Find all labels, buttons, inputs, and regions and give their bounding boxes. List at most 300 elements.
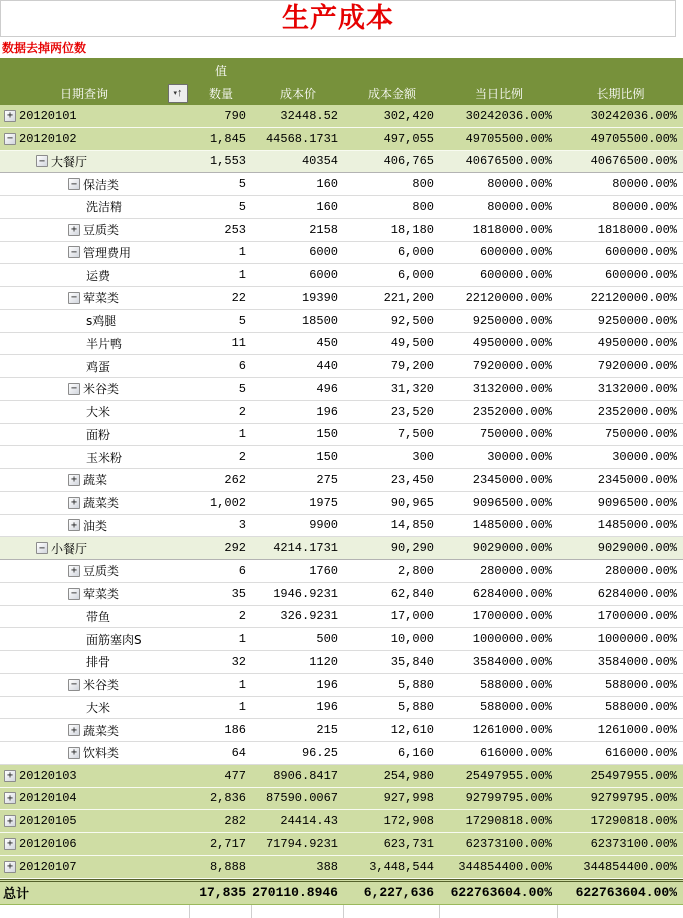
pivot-row xyxy=(0,310,683,333)
cell-longterm-ratio: 616000.00% xyxy=(604,745,677,760)
cell-longterm-ratio: 9250000.00% xyxy=(597,313,677,328)
cell-cost-price: 160 xyxy=(316,177,338,192)
cell-cost-price: 2158 xyxy=(309,222,338,237)
cell-quantity: 1,553 xyxy=(209,154,246,169)
gridline-stub xyxy=(189,905,190,918)
cell-daily-ratio: 2345000.00% xyxy=(472,472,552,487)
pivot-row xyxy=(0,151,683,174)
cell-cost-price: 1760 xyxy=(309,563,338,578)
cell-quantity: 1 xyxy=(238,427,246,442)
row-label: 面筋塞肉S xyxy=(86,632,142,647)
cell-cost-amount: 623,731 xyxy=(383,836,434,851)
row-label: 带鱼 xyxy=(86,609,111,624)
cell-cost-price: 150 xyxy=(316,450,338,465)
pivot-row xyxy=(0,355,683,378)
cell-daily-ratio: 588000.00% xyxy=(479,677,552,692)
cell-cost-price: 6000 xyxy=(309,245,338,260)
row-label: 豆质类 xyxy=(83,564,120,579)
cell-cost-amount: 62,840 xyxy=(390,586,434,601)
pivot-row xyxy=(0,537,683,560)
cell-cost-amount: 92,500 xyxy=(390,313,434,328)
cell-longterm-ratio: 9096500.00% xyxy=(597,495,677,510)
cell-cost-amount: 800 xyxy=(412,199,434,214)
cell-daily-ratio: 2352000.00% xyxy=(472,404,552,419)
pivot-row xyxy=(0,674,683,697)
cell-quantity: 1,845 xyxy=(209,131,246,146)
row-label: 20120106 xyxy=(19,836,77,851)
cell-daily-ratio: 3584000.00% xyxy=(472,654,552,669)
pivot-row xyxy=(0,606,683,629)
cell-cost-amount: 6,160 xyxy=(397,745,434,760)
row-labels-header xyxy=(0,85,190,102)
cell-daily-ratio: 30000.00% xyxy=(487,450,552,465)
gridline-stub xyxy=(343,905,344,918)
cell-quantity: 1 xyxy=(238,700,246,715)
collapse-icon[interactable]: − xyxy=(68,178,80,190)
expand-icon[interactable]: + xyxy=(4,815,16,827)
cell-cost-amount: 927,998 xyxy=(383,791,434,806)
pivot-row xyxy=(0,128,683,151)
cell-daily-ratio: 49705500.00% xyxy=(465,131,552,146)
expand-icon[interactable]: + xyxy=(68,224,80,236)
cell-cost-price: 450 xyxy=(316,336,338,351)
cell-daily-ratio: 1818000.00% xyxy=(472,222,552,237)
cell-longterm-ratio: 1261000.00% xyxy=(597,723,677,738)
cell-daily-ratio: 344854400.00% xyxy=(458,859,552,874)
cell-longterm-ratio: 92799795.00% xyxy=(590,791,677,806)
pivot-row xyxy=(0,219,683,242)
row-label-cell xyxy=(0,244,190,261)
row-label-cell xyxy=(0,403,190,420)
pivot-row xyxy=(0,469,683,492)
cell-cost-price: 388 xyxy=(316,859,338,874)
row-label: 豆质类 xyxy=(83,223,120,238)
cell-cost-amount: 17,000 xyxy=(390,609,434,624)
cell-cost-price: 19390 xyxy=(301,290,338,305)
row-label: 大米 xyxy=(86,405,111,420)
collapse-icon[interactable]: − xyxy=(36,542,48,554)
cell-quantity: 2 xyxy=(238,450,246,465)
pivot-row xyxy=(0,196,683,219)
pivot-row xyxy=(0,242,683,265)
cell-cost-amount: 800 xyxy=(412,177,434,192)
pivot-row xyxy=(0,651,683,674)
cell-daily-ratio: 600000.00% xyxy=(479,268,552,283)
pivot-row xyxy=(0,492,683,515)
row-label: 玉米粉 xyxy=(86,450,123,465)
cell-longterm-ratio: 80000.00% xyxy=(612,199,677,214)
cell-quantity: 64 xyxy=(231,745,246,760)
sheet-gridline-strip xyxy=(0,905,683,918)
note-text: 数据去掉两位数 xyxy=(2,41,87,55)
collapse-icon[interactable]: − xyxy=(68,246,80,258)
row-label: 米谷类 xyxy=(83,678,120,693)
pivot-row xyxy=(0,401,683,424)
pivot-row xyxy=(0,105,683,128)
cell-longterm-ratio: 30242036.00% xyxy=(590,108,677,123)
expand-icon[interactable]: + xyxy=(4,838,16,850)
row-label: 洗洁精 xyxy=(86,200,123,215)
cell-cost-amount: 497,055 xyxy=(383,131,434,146)
report-title-cell xyxy=(0,0,676,37)
cell-longterm-ratio: 3132000.00% xyxy=(597,381,677,396)
cell-cost-price: 500 xyxy=(316,632,338,647)
row-label-cell xyxy=(0,221,190,238)
cell-longterm-ratio: 2352000.00% xyxy=(597,404,677,419)
cell-cost-amount: 79,200 xyxy=(390,359,434,374)
pivot-row xyxy=(0,810,683,833)
cell-longterm-ratio: 25497955.00% xyxy=(590,768,677,783)
column-header-cost-amount: 成本金额 xyxy=(367,86,416,101)
row-label: 油类 xyxy=(83,518,108,533)
cell-quantity: 22 xyxy=(231,290,246,305)
cell-quantity: 5 xyxy=(238,177,246,192)
cell-cost-amount: 5,880 xyxy=(397,700,434,715)
cell-cost-amount: 10,000 xyxy=(390,632,434,647)
cell-cost-amount: 90,965 xyxy=(390,495,434,510)
cell-longterm-ratio: 2345000.00% xyxy=(597,472,677,487)
cell-daily-ratio: 9250000.00% xyxy=(472,313,552,328)
row-label: 荤菜类 xyxy=(83,291,120,306)
cell-daily-ratio: 6284000.00% xyxy=(472,586,552,601)
cell-longterm-ratio: 80000.00% xyxy=(612,177,677,192)
row-label-cell xyxy=(0,585,190,602)
row-label: 20120105 xyxy=(19,814,77,829)
pivot-row xyxy=(0,560,683,583)
cell-cost-amount: 406,765 xyxy=(383,154,434,169)
row-label: 蔬菜类 xyxy=(83,496,120,511)
column-header-quantity: 数量 xyxy=(208,86,233,101)
cell-cost-price: 18500 xyxy=(301,313,338,328)
cell-quantity: 477 xyxy=(224,768,246,783)
cell-cost-price: 196 xyxy=(316,700,338,715)
cell-longterm-ratio: 30000.00% xyxy=(612,450,677,465)
cell-daily-ratio: 80000.00% xyxy=(487,177,552,192)
row-label-cell xyxy=(0,335,190,352)
cell-daily-ratio: 30242036.00% xyxy=(465,108,552,123)
cell-cost-amount: 254,980 xyxy=(383,768,434,783)
cell-cost-price: 196 xyxy=(316,677,338,692)
cell-cost-amount: 300 xyxy=(412,450,434,465)
expand-icon[interactable]: + xyxy=(68,474,80,486)
pivot-row xyxy=(0,742,683,765)
pivot-row xyxy=(0,788,683,811)
cell-daily-ratio: 622763604.00% xyxy=(450,885,552,900)
cell-cost-price: 215 xyxy=(316,723,338,738)
cell-cost-price: 440 xyxy=(316,359,338,374)
row-label-cell xyxy=(0,494,190,511)
pivot-row xyxy=(0,628,683,651)
row-label: 荤菜类 xyxy=(83,587,120,602)
column-header-daily-ratio: 当日比例 xyxy=(474,86,523,101)
row-label-cell xyxy=(0,449,190,466)
cell-longterm-ratio: 622763604.00% xyxy=(575,885,677,900)
cell-cost-price: 24414.43 xyxy=(280,814,338,829)
pivot-row xyxy=(0,697,683,720)
cell-quantity: 2,836 xyxy=(209,791,246,806)
cell-cost-price: 270110.8946 xyxy=(252,885,338,900)
row-label-cell xyxy=(0,883,190,902)
collapse-icon[interactable]: − xyxy=(4,133,16,145)
row-label: 半片鸭 xyxy=(86,336,123,351)
cell-quantity: 32 xyxy=(231,654,246,669)
cell-quantity: 262 xyxy=(224,472,246,487)
cell-longterm-ratio: 3584000.00% xyxy=(597,654,677,669)
cell-daily-ratio: 1000000.00% xyxy=(472,632,552,647)
cell-cost-price: 87590.0067 xyxy=(265,791,338,806)
cell-quantity: 2 xyxy=(238,609,246,624)
cell-cost-price: 196 xyxy=(316,404,338,419)
cell-quantity: 186 xyxy=(224,723,246,738)
gridline-stub xyxy=(439,905,440,918)
row-label: 排骨 xyxy=(86,655,111,670)
cell-longterm-ratio: 1000000.00% xyxy=(597,632,677,647)
cell-longterm-ratio: 1818000.00% xyxy=(597,222,677,237)
cell-quantity: 5 xyxy=(238,199,246,214)
cell-cost-amount: 18,180 xyxy=(390,222,434,237)
collapse-icon[interactable]: − xyxy=(68,679,80,691)
cell-cost-price: 96.25 xyxy=(301,745,338,760)
row-label: 20120103 xyxy=(19,768,77,783)
collapse-icon[interactable]: − xyxy=(36,155,48,167)
row-label: 保洁类 xyxy=(83,177,120,192)
cell-quantity: 11 xyxy=(231,336,246,351)
cell-longterm-ratio: 6284000.00% xyxy=(597,586,677,601)
cell-longterm-ratio: 280000.00% xyxy=(604,563,677,578)
row-label-cell xyxy=(0,132,190,146)
cell-daily-ratio: 4950000.00% xyxy=(472,336,552,351)
cell-quantity: 17,835 xyxy=(199,885,246,900)
cell-cost-amount: 6,227,636 xyxy=(363,885,434,900)
pivot-row xyxy=(0,446,683,469)
expand-icon[interactable]: + xyxy=(68,565,80,577)
row-label: 面粉 xyxy=(86,427,111,442)
pivot-row xyxy=(0,264,683,287)
cell-longterm-ratio: 600000.00% xyxy=(604,245,677,260)
pivot-row xyxy=(0,378,683,401)
cell-cost-amount: 302,420 xyxy=(383,108,434,123)
row-label-cell xyxy=(0,176,190,193)
expand-icon[interactable]: + xyxy=(4,770,16,782)
cell-daily-ratio: 9096500.00% xyxy=(472,495,552,510)
cell-cost-amount: 35,840 xyxy=(390,654,434,669)
row-label-cell xyxy=(0,791,190,805)
cell-quantity: 790 xyxy=(224,108,246,123)
cell-longterm-ratio: 7920000.00% xyxy=(597,359,677,374)
column-header-longterm-ratio: 长期比例 xyxy=(596,86,645,101)
cell-daily-ratio: 92799795.00% xyxy=(465,791,552,806)
expand-icon[interactable]: + xyxy=(68,747,80,759)
row-label: 运费 xyxy=(86,268,111,283)
cell-quantity: 6 xyxy=(238,359,246,374)
cell-cost-price: 1946.9231 xyxy=(273,586,338,601)
row-label-cell xyxy=(0,540,190,557)
pivot-row xyxy=(0,287,683,310)
row-label: 20120101 xyxy=(19,108,77,123)
cell-quantity: 35 xyxy=(231,586,246,601)
expand-icon[interactable]: + xyxy=(4,861,16,873)
cell-longterm-ratio: 17290818.00% xyxy=(590,814,677,829)
row-label-cell xyxy=(0,198,190,215)
collapse-icon[interactable]: − xyxy=(68,292,80,304)
cell-daily-ratio: 62373100.00% xyxy=(465,836,552,851)
cell-daily-ratio: 25497955.00% xyxy=(465,768,552,783)
expand-icon[interactable]: + xyxy=(4,110,16,122)
cell-longterm-ratio: 4950000.00% xyxy=(597,336,677,351)
cell-daily-ratio: 7920000.00% xyxy=(472,359,552,374)
page-title: 生产成本 xyxy=(282,2,394,34)
expand-icon[interactable]: + xyxy=(4,792,16,804)
cell-cost-price: 6000 xyxy=(309,268,338,283)
cell-cost-price: 326.9231 xyxy=(280,609,338,624)
row-label: 鸡蛋 xyxy=(86,359,111,374)
cell-cost-price: 160 xyxy=(316,199,338,214)
cell-quantity: 3 xyxy=(238,518,246,533)
cell-cost-amount: 5,880 xyxy=(397,677,434,692)
cell-quantity: 2,717 xyxy=(209,836,246,851)
cell-daily-ratio: 588000.00% xyxy=(479,700,552,715)
row-label-cell xyxy=(0,837,190,851)
row-label-cell xyxy=(0,744,190,761)
cell-daily-ratio: 280000.00% xyxy=(479,563,552,578)
row-label-cell xyxy=(0,153,190,170)
cell-daily-ratio: 3132000.00% xyxy=(472,381,552,396)
pivot-row xyxy=(0,583,683,606)
cell-cost-amount: 6,000 xyxy=(397,245,434,260)
row-label: 大餐厅 xyxy=(51,154,88,169)
cell-cost-amount: 221,200 xyxy=(383,290,434,305)
pivot-row xyxy=(0,515,683,538)
pivot-row xyxy=(0,879,683,905)
cell-longterm-ratio: 49705500.00% xyxy=(590,131,677,146)
filter-dropdown-icon: ▾ xyxy=(173,89,177,97)
cell-cost-price: 1975 xyxy=(309,495,338,510)
row-label-cell xyxy=(0,380,190,397)
pivot-body xyxy=(0,105,683,905)
row-label-cell xyxy=(0,267,190,284)
row-label-cell xyxy=(0,426,190,443)
row-label: 总计 xyxy=(3,887,30,902)
cell-daily-ratio: 600000.00% xyxy=(479,245,552,260)
cell-longterm-ratio: 600000.00% xyxy=(604,268,677,283)
cell-daily-ratio: 750000.00% xyxy=(479,427,552,442)
cell-quantity: 292 xyxy=(224,541,246,556)
collapse-icon[interactable]: − xyxy=(68,588,80,600)
cell-longterm-ratio: 22120000.00% xyxy=(590,290,677,305)
row-label-cell xyxy=(0,289,190,306)
cell-cost-amount: 2,800 xyxy=(397,563,434,578)
cell-daily-ratio: 1485000.00% xyxy=(472,518,552,533)
cell-cost-price: 496 xyxy=(316,381,338,396)
cell-cost-price: 40354 xyxy=(301,154,338,169)
gridline-stub xyxy=(557,905,558,918)
row-label: 管理费用 xyxy=(83,245,132,260)
cell-cost-price: 275 xyxy=(316,472,338,487)
row-label-cell xyxy=(0,676,190,693)
cell-cost-price: 9900 xyxy=(309,518,338,533)
expand-icon[interactable]: + xyxy=(68,724,80,736)
pivot-row xyxy=(0,333,683,356)
cell-quantity: 8,888 xyxy=(209,859,246,874)
cell-longterm-ratio: 750000.00% xyxy=(604,427,677,442)
cell-quantity: 1 xyxy=(238,245,246,260)
cell-cost-amount: 6,000 xyxy=(397,268,434,283)
row-label-cell xyxy=(0,769,190,783)
pivot-row xyxy=(0,833,683,856)
cell-daily-ratio: 616000.00% xyxy=(479,745,552,760)
cell-longterm-ratio: 1700000.00% xyxy=(597,609,677,624)
cell-longterm-ratio: 1485000.00% xyxy=(597,518,677,533)
cell-longterm-ratio: 62373100.00% xyxy=(590,836,677,851)
cell-daily-ratio: 9029000.00% xyxy=(472,541,552,556)
pivot-row xyxy=(0,424,683,447)
cell-daily-ratio: 40676500.00% xyxy=(465,154,552,169)
cell-cost-price: 150 xyxy=(316,427,338,442)
pivot-header xyxy=(0,58,683,105)
row-label-cell xyxy=(0,722,190,739)
column-header-cost-price: 成本价 xyxy=(279,86,316,101)
cell-longterm-ratio: 344854400.00% xyxy=(583,859,677,874)
cell-cost-amount: 49,500 xyxy=(390,336,434,351)
cell-cost-amount: 23,520 xyxy=(390,404,434,419)
cell-cost-price: 1120 xyxy=(309,654,338,669)
cell-longterm-ratio: 40676500.00% xyxy=(590,154,677,169)
values-header: 值 xyxy=(214,64,227,78)
cell-cost-amount: 172,908 xyxy=(383,814,434,829)
row-label: 20120104 xyxy=(19,791,77,806)
sort-ascending-icon: ↑ xyxy=(177,86,183,99)
row-label: 20120102 xyxy=(19,131,77,146)
cell-quantity: 5 xyxy=(238,313,246,328)
row-label-cell xyxy=(0,860,190,874)
row-label: 蔬菜类 xyxy=(83,723,120,738)
collapse-icon[interactable]: − xyxy=(68,383,80,395)
cell-cost-amount: 14,850 xyxy=(390,518,434,533)
row-label-cell xyxy=(0,608,190,625)
cell-daily-ratio: 22120000.00% xyxy=(465,290,552,305)
sort-filter-button[interactable] xyxy=(168,84,188,103)
row-label: 米谷类 xyxy=(83,382,120,397)
row-label-cell xyxy=(0,312,190,329)
cell-cost-price: 8906.8417 xyxy=(273,768,338,783)
cell-cost-amount: 7,500 xyxy=(397,427,434,442)
cell-daily-ratio: 1261000.00% xyxy=(472,723,552,738)
cell-cost-amount: 12,610 xyxy=(390,723,434,738)
cell-cost-price: 71794.9231 xyxy=(265,836,338,851)
expand-icon[interactable]: + xyxy=(68,497,80,509)
cell-longterm-ratio: 9029000.00% xyxy=(597,541,677,556)
row-label: 饮料类 xyxy=(83,746,120,761)
cell-quantity: 1 xyxy=(238,268,246,283)
cell-quantity: 2 xyxy=(238,404,246,419)
cell-quantity: 5 xyxy=(238,381,246,396)
row-label-cell xyxy=(0,358,190,375)
expand-icon[interactable]: + xyxy=(68,519,80,531)
row-label-cell xyxy=(0,471,190,488)
row-label-cell xyxy=(0,814,190,828)
cell-quantity: 282 xyxy=(224,814,246,829)
cell-quantity: 253 xyxy=(224,222,246,237)
row-label: 20120107 xyxy=(19,859,77,874)
row-label: s鸡腿 xyxy=(86,314,117,329)
cell-cost-amount: 23,450 xyxy=(390,472,434,487)
cell-quantity: 1 xyxy=(238,632,246,647)
row-label-cell xyxy=(0,562,190,579)
cell-daily-ratio: 80000.00% xyxy=(487,199,552,214)
row-labels-header-text: 日期查询 xyxy=(59,86,108,101)
cell-daily-ratio: 1700000.00% xyxy=(472,609,552,624)
cell-quantity: 6 xyxy=(238,563,246,578)
